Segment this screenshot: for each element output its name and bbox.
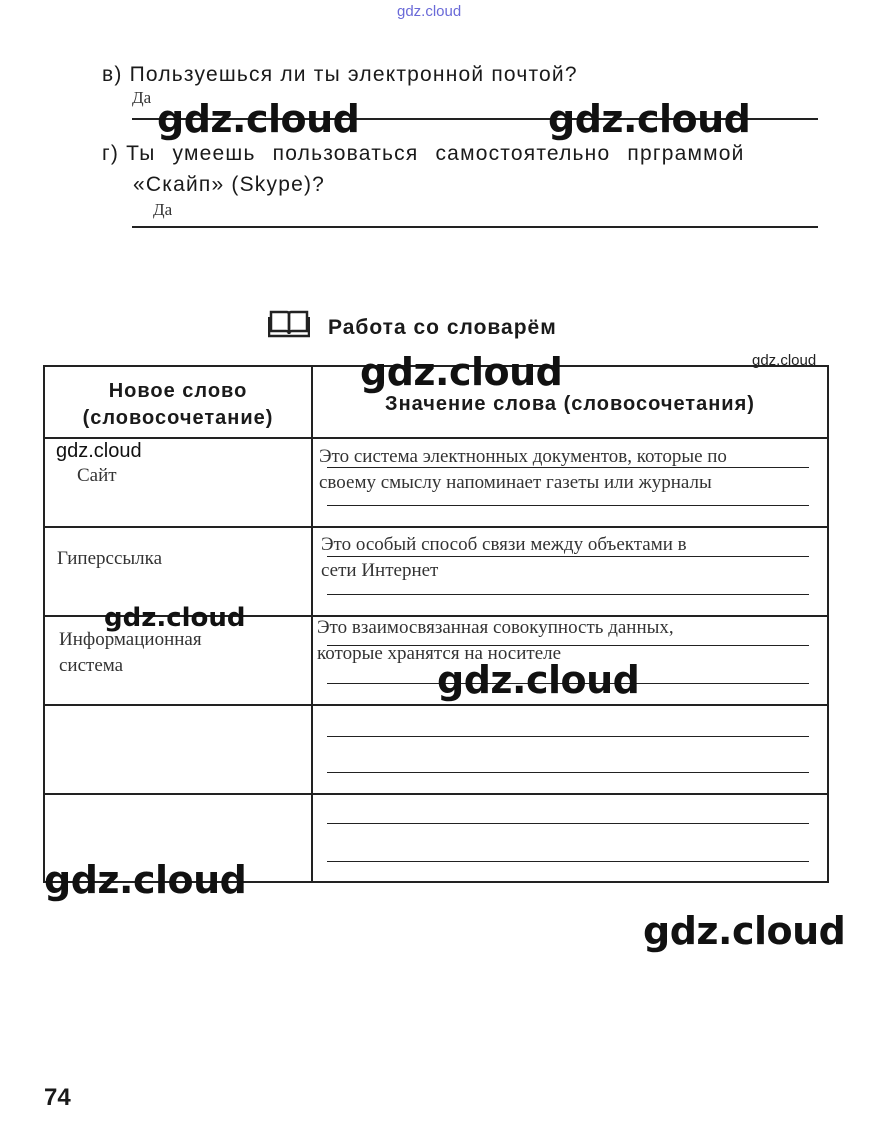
word-text: Гиперссылка [57, 548, 163, 569]
page-number: 74 [44, 1084, 71, 1111]
watermark-5: gdz.cloud [437, 658, 640, 702]
watermark-2: gdz.cloud [548, 97, 751, 141]
question-g-label: г) [102, 142, 120, 165]
meaning-cell [312, 705, 828, 794]
question-v-label: в) [102, 63, 123, 86]
meaning-line1: Это взаимосвязанная совокупность данных, [317, 617, 674, 638]
ruled-line [327, 505, 809, 506]
word-line2: система [59, 655, 124, 676]
ruled-line [327, 556, 809, 557]
ruled-line [327, 823, 809, 824]
watermark-top: gdz.cloud [397, 3, 462, 20]
answer-v: Да [132, 88, 152, 107]
answer-line-g [132, 226, 818, 228]
watermark-6: gdz.cloud [44, 858, 247, 902]
ruled-line [327, 861, 809, 862]
watermark-1: gdz.cloud [157, 97, 360, 141]
meaning-text [321, 532, 687, 584]
meaning-line1: Это система электнонных документов, которые по [319, 446, 727, 467]
meaning-line2: которые хранятся на носителе [317, 643, 562, 664]
table-row [44, 705, 828, 794]
book-icon [268, 308, 310, 338]
answer-g: Да [153, 200, 173, 219]
question-g [102, 142, 827, 166]
header-new-word [44, 366, 312, 438]
watermark-3: gdz.cloud [360, 350, 563, 394]
meaning-line2: своему смыслу напоминает газеты или журналы [319, 472, 712, 493]
table-row [44, 438, 828, 527]
word-text [59, 627, 202, 679]
meaning-line1: Это особый способ связи между объектами в [321, 534, 687, 555]
question-g-text-line2: «Скайп» (Skype)? [133, 173, 326, 196]
meaning-text [319, 444, 727, 496]
watermark-tiny: gdz.cloud [752, 352, 817, 369]
question-g-text-line1: Ты умеешь пользоваться самостоятельно прграммой [126, 142, 745, 165]
watermark-4: gdz.cloud [104, 603, 246, 633]
ruled-line [327, 467, 809, 468]
watermark-7: gdz.cloud [643, 909, 846, 953]
meaning-cell [312, 527, 828, 616]
header-meaning-text: Значение слова (словосочетания) [385, 393, 755, 415]
word-cell [44, 705, 312, 794]
meaning-cell [312, 794, 828, 882]
watermark-cell: gdz.cloud [56, 440, 142, 462]
section-title: Работа со словарём [328, 316, 557, 339]
meaning-line2: сети Интернет [321, 560, 439, 581]
question-v [102, 63, 578, 87]
ruled-line [327, 736, 809, 737]
header-new-word-line2: (словосочетание) [82, 407, 274, 429]
word-line1: Информационная [59, 629, 202, 650]
ruled-line [327, 772, 809, 773]
question-v-text: Пользуешься ли ты электронной почтой? [129, 63, 578, 86]
word-text: Сайт [77, 465, 117, 486]
header-new-word-line1: Новое слово [108, 380, 248, 402]
ruled-line [327, 645, 809, 646]
meaning-cell [312, 438, 828, 527]
ruled-line [327, 594, 809, 595]
